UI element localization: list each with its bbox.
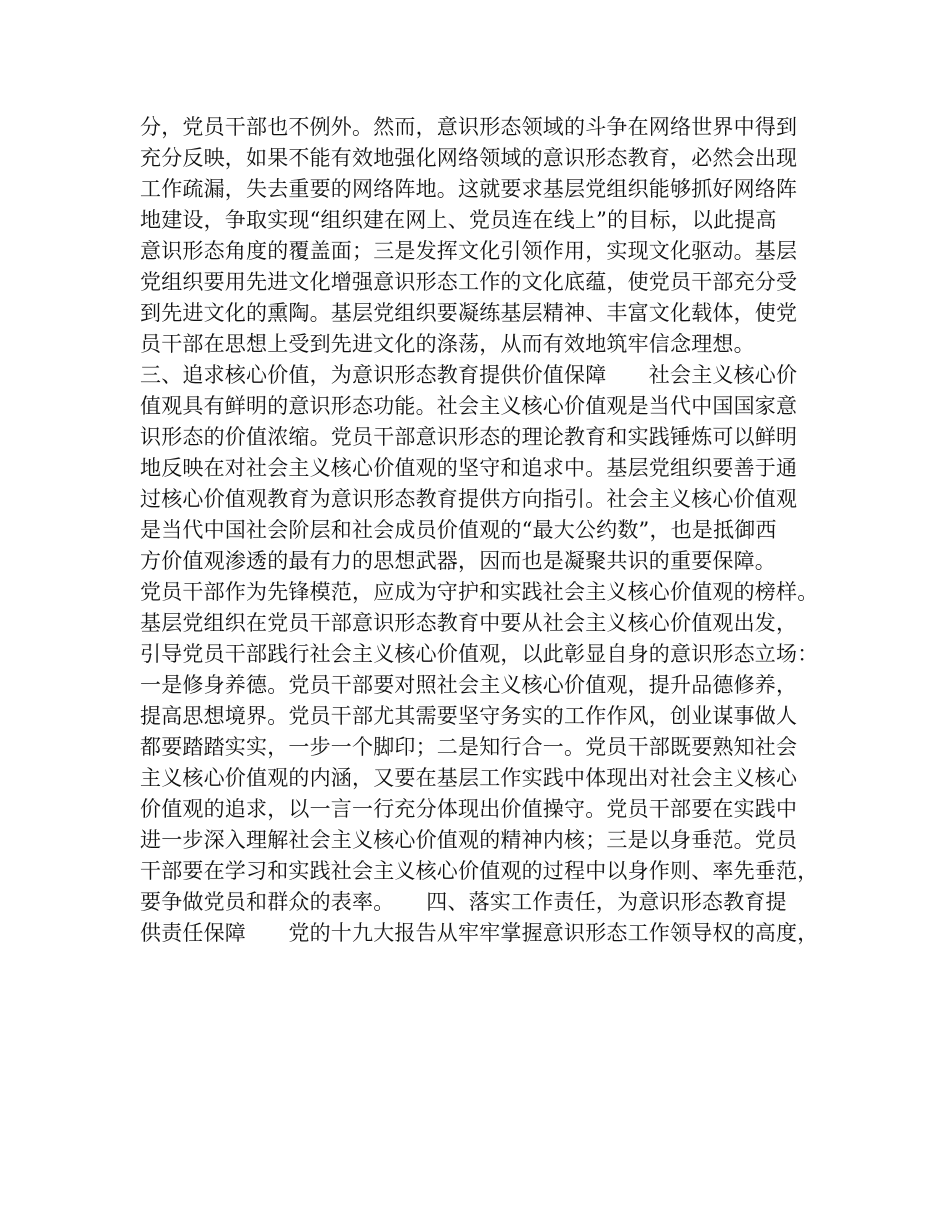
text-line: 提高思想境界。党员干部尤其需要坚守务实的工作作风，创业谋事做人	[140, 704, 798, 728]
body-text	[140, 112, 830, 949]
text-line: 党员干部作为先锋模范，应成为守护和实践社会主义核心价值观的榜样。	[140, 580, 819, 604]
text-line: 到先进文化的熏陶。基层党组织要凝练基层精神、丰富文化载体，使党	[140, 301, 798, 325]
text-line: 地建设，争取实现“组织建在网上、党员连在线上”的目标，以此提高	[140, 208, 777, 232]
text-line: 干部要在学习和实践社会主义核心价值观的过程中以身作则、率先垂范，	[140, 859, 819, 883]
text-line: 地反映在对社会主义核心价值观的坚守和追求中。基层党组织要善于通	[140, 456, 798, 480]
text-line: 意识形态角度的覆盖面；三是发挥文化引领作用，实现文化驱动。基层	[140, 239, 798, 263]
text-line: 基层党组织在党员干部意识形态教育中要从社会主义核心价值观出发，	[140, 611, 798, 635]
text-line: 员干部在思想上受到先进文化的涤荡，从而有效地筑牢信念理想。	[140, 332, 755, 356]
text-line: 主义核心价值观的内涵，又要在基层工作实践中体现出对社会主义核心	[140, 766, 798, 790]
text-line: 值观具有鲜明的意识形态功能。社会主义核心价值观是当代中国国家意	[140, 394, 798, 418]
text-line: 过核心价值观教育为意识形态教育提供方向指引。社会主义核心价值观	[140, 487, 798, 511]
text-line: 一是修身养德。党员干部要对照社会主义核心价值观，提升品德修养，	[140, 673, 798, 697]
text-line: 工作疏漏，失去重要的网络阵地。这就要求基层党组织能够抓好网络阵	[140, 177, 798, 201]
text-line: 识形态的价值浓缩。党员干部意识形态的理论教育和实践锤炼可以鲜明	[140, 425, 798, 449]
text-line: 方价值观渗透的最有力的思想武器，因而也是凝聚共识的重要保障。	[140, 549, 776, 573]
text-line: 都要踏踏实实，一步一个脚印；二是知行合一。党员干部既要熟知社会	[140, 735, 798, 759]
text-line: 充分反映，如果不能有效地强化网络领域的意识形态教育，必然会出现	[140, 146, 798, 170]
section-heading-line: 三、追求核心价值，为意识形态教育提供价值保障 社会主义核心价	[140, 363, 798, 387]
text-line: 是当代中国社会阶层和社会成员价值观的“最大公约数”，也是抵御西	[140, 518, 777, 542]
text-line: 分，党员干部也不例外。然而，意识形态领域的斗争在网络世界中得到	[140, 115, 798, 139]
section-heading-line: 要争做党员和群众的表率。 四、落实工作责任，为意识形态教育提	[140, 890, 787, 914]
text-line: 引导党员干部践行社会主义核心价值观，以此彰显自身的意识形态立场：	[140, 642, 819, 666]
text-line: 进一步深入理解社会主义核心价值观的精神内核；三是以身垂范。党员	[140, 828, 798, 852]
text-line: 价值观的追求，以一言一行充分体现出价值操守。党员干部要在实践中	[140, 797, 798, 821]
text-line: 供责任保障 党的十九大报告从牢牢掌握意识形态工作领导权的高度，	[140, 921, 819, 945]
text-line: 党组织要用先进文化增强意识形态工作的文化底蕴，使党员干部充分受	[140, 270, 798, 294]
